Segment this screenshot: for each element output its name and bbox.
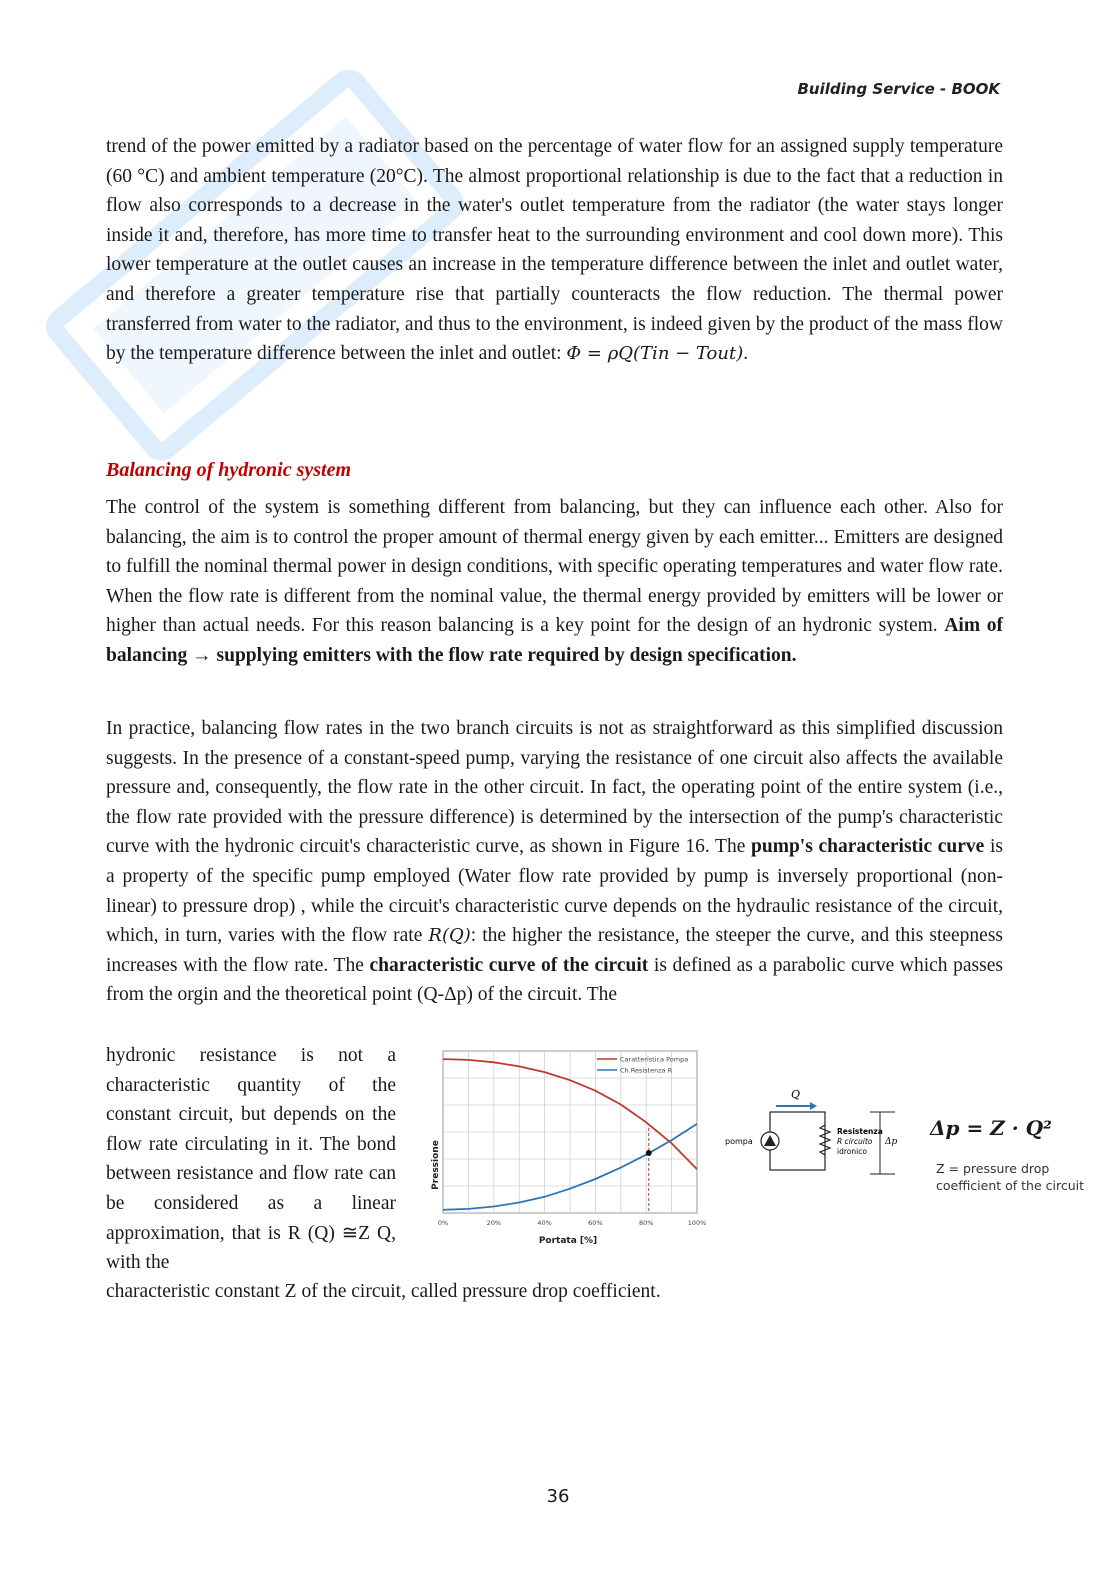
x-tick-label: 0% bbox=[437, 1219, 449, 1227]
x-tick-label: 100% bbox=[687, 1219, 707, 1227]
pump-label: pompa bbox=[725, 1137, 753, 1146]
chart-x-label: Portata [%] bbox=[538, 1236, 598, 1246]
chart-y-label: Pressione bbox=[431, 1140, 441, 1190]
pressure-drop-formula: Δp = Z · Q² bbox=[930, 1116, 1052, 1140]
paragraph-1: trend of the power emitted by a radiator based on the percentage of water flow for an assigned supply temperature (60 °C) and ambient temperature (20°C). The almost proportional relationship is due to the fact that a reduction in flow also corresponds to a decrease in the water's outlet temperature from the radiator (the water stays longer inside it and, therefore, has more time to transfer heat to the surrounding environment and cool down more). This lower temperature at the outlet causes an increase in the temperature difference between the inlet and outlet water, and therefore a greater temperature rise that partially counteracts the flow reduction. The thermal power transferred from water to the radiator, and thus to the environment, is indeed given by the product of the mass flow by the temperature difference between the inlet and outlet: Φ = ρQ(Tin − Tout). bbox=[106, 136, 1003, 365]
legend-label-0: Caratteristica Pompa bbox=[620, 1055, 689, 1064]
pump-circuit-chart bbox=[425, 1043, 715, 1253]
running-header: Building Service - BOOK bbox=[797, 80, 1000, 98]
x-tick-label: 80% bbox=[638, 1219, 654, 1227]
resistance-label-2: R circuito bbox=[837, 1137, 873, 1146]
resistance-label-3: idronico bbox=[837, 1147, 867, 1156]
paragraph-4: hydronic resistance is not a characteristic quantity of the constant circuit, but depends on the flow rate circulating in it. The bond between resistance and flow rate can be considered as a linear approximation, that is R (Q) ≅Z Q, with the bbox=[106, 1045, 396, 1274]
delta-label: Δp bbox=[885, 1137, 898, 1147]
x-tick-label: 20% bbox=[486, 1219, 502, 1227]
x-tick-label: 60% bbox=[588, 1219, 603, 1227]
power-formula: Φ = ρQ(Tin − Tout) bbox=[566, 343, 744, 365]
legend-label-1: Ch.Resistenza R bbox=[620, 1066, 673, 1075]
resistance-label-1: Resistenza bbox=[837, 1127, 883, 1136]
operating-point bbox=[646, 1150, 652, 1156]
paragraph-2: The control of the system is something different from balancing, but they can influence each other. Also for balancing, the aim is to control the proper amount of thermal energy given by each emitter... Emitters are designed to fulfill the nominal thermal power in design conditions, with specific operating temperatures and water flow rate. When the flow rate is different from the nominal value, the thermal energy provided by emitters will be lower or higher than actual needs. For this reason balancing is a key point for the design of an hydronic system. Aim of balancing → supplying emitters with the flow rate required by design specification. bbox=[106, 497, 1003, 666]
formula-note: Z = pressure drop coefficient of the circuit bbox=[936, 1161, 1085, 1193]
balancing-aim: Aim of balancing → supplying emitters with the flow rate required by design specification. bbox=[106, 615, 1003, 666]
circuit-diagram bbox=[720, 1082, 900, 1182]
x-tick-label: 40% bbox=[537, 1219, 552, 1227]
page-number: 36 bbox=[546, 1486, 570, 1507]
section-heading: Balancing of hydronic system bbox=[106, 459, 352, 481]
paragraph-3: In practice, balancing flow rates in the two branch circuits is not as straightforward as this simplified discussion suggests. In the presence of a constant-speed pump, varying the resistance of one circuit also affects the available pressure and, consequently, the flow rate in the other circuit. In fact, the operating point of the entire system (i.e., the flow rate provided with the pressure difference) is determined by the intersection of the pump's characteristic curve with the hydronic circuit's characteristic curve, as shown in Figure 16. The pump's characteristic curve is a property of the specific pump employed (Water flow rate provided by pump is inversely proportional (non-linear) to pressure drop) , while the circuit's characteristic curve depends on the hydraulic resistance of the circuit, which, in turn, varies with the flow rate R(Q): the higher the resistance, the steeper the curve, and this steepness increases with the flow rate. The characteristic curve of the circuit is defined as a parabolic curve which passes from the orgin and the theoretical point (Q-Δp) of the circuit. The bbox=[106, 718, 1003, 1006]
flow-label: Q bbox=[791, 1088, 801, 1101]
paragraph-5: characteristic constant Z of the circuit, called pressure drop coefficient. bbox=[106, 1281, 661, 1302]
